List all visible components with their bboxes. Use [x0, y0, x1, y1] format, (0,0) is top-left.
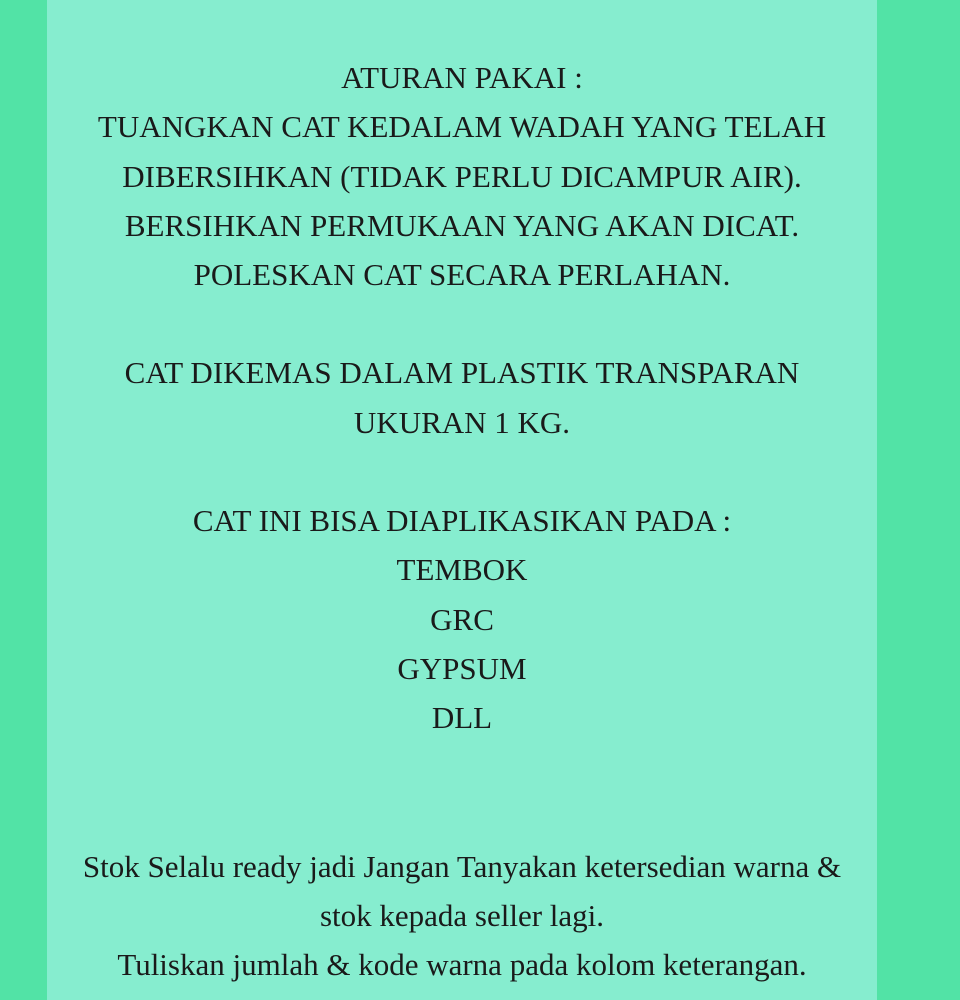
usage-heading: ATURAN PAKAI :: [341, 60, 583, 95]
packaging-line: UKURAN 1 KG.: [353, 404, 571, 440]
stock-note: [47, 842, 877, 990]
usage-line: DIBERSIHKAN (TIDAK PERLU DICAMPUR AIR).: [122, 158, 802, 194]
product-description-panel: [47, 0, 877, 1000]
stock-note-line: Stok Selalu ready jadi Jangan Tanyakan ketersedian warna &: [82, 848, 842, 884]
packaging-info: [47, 348, 877, 447]
usage-line: BERSIHKAN PERMUKAAN YANG AKAN DICAT.: [124, 207, 800, 243]
usage-line: POLESKAN CAT SECARA PERLAHAN.: [193, 257, 731, 293]
usage-instructions: [47, 0, 877, 299]
packaging-line: CAT DIKEMAS DALAM PLASTIK TRANSPARAN: [124, 355, 800, 391]
stock-note-line: stok kepada seller lagi.: [319, 897, 605, 933]
surface-item: DLL: [431, 700, 493, 736]
surface-item: GRC: [430, 601, 494, 637]
surface-item: TEMBOK: [396, 552, 528, 588]
stock-note-line: Tuliskan jumlah & kode warna pada kolom keterangan.: [117, 947, 807, 983]
usage-line: TUANGKAN CAT KEDALAM WADAH YANG TELAH: [97, 109, 827, 145]
application-info: [47, 496, 877, 742]
application-heading: CAT INI BISA DIAPLIKASIKAN PADA :: [192, 503, 732, 539]
surface-item: GYPSUM: [397, 650, 527, 686]
